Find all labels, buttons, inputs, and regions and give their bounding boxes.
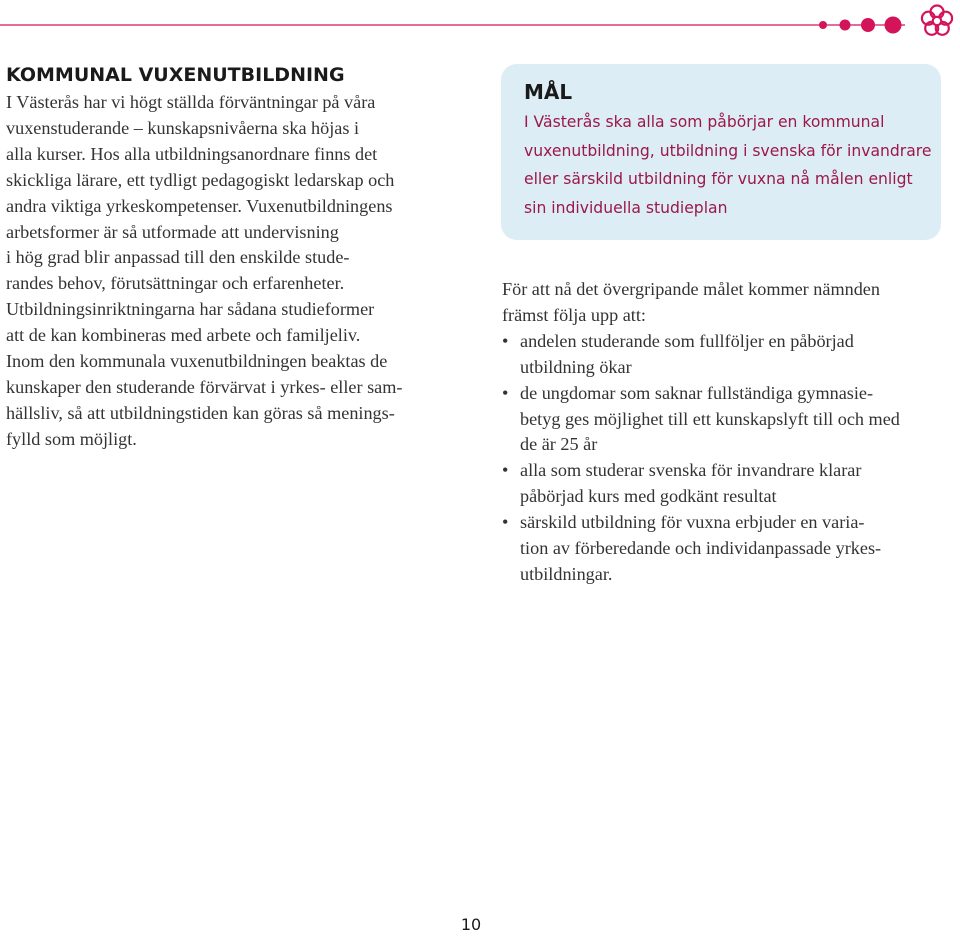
follow-up-list [502,329,942,588]
bullet: • [502,382,509,403]
goal-title: MÅL [524,80,573,104]
list-item-line: tion av förberedande och individanpassade yrkes- [520,538,882,559]
list-item [502,329,942,381]
list-item [502,458,942,510]
list-item-line: andelen studerande som fullföljer en påbörjad [520,330,854,351]
body-line: Utbildningsinriktningarna har sådana studieformer [6,299,375,320]
list-item-line: de är 25 år [520,434,598,455]
bullet: • [502,512,509,533]
body-line: randes behov, förutsättningar och erfarenheter. [6,273,345,294]
top-decoration [0,0,960,44]
body-line: kunskaper den studerande förvärvat i yrkes- eller sam- [6,376,403,397]
body-line: i hög grad blir anpassad till den enskilde stude- [6,247,350,268]
body-line: I Västerås har vi högt ställda förväntningar på våra [6,92,376,112]
follow-up-intro [502,277,942,329]
body-line: hällsliv, så att utbildningstiden kan göras så menings- [6,402,395,423]
decoration-dot-medium-2 [861,18,875,32]
section-body [6,90,446,453]
body-line: att de kan kombineras med arbete och familjeliv. [6,325,361,346]
intro-line: För att nå det övergripande målet kommer nämnden [502,279,880,299]
body-line: skickliga lärare, ett tydligt pedagogiskt ledarskap och [6,169,395,190]
flower-icon [922,6,952,35]
decoration-dot-large [885,17,902,34]
list-item-line: utbildningar. [520,563,613,584]
intro-line: främst följa upp att: [502,304,646,325]
list-item-line: betyg ges möjlighet till ett kunskapslyft till och med [520,408,900,429]
intro-section [6,62,446,453]
page-number: 10 [460,915,482,934]
decoration-dot-medium [840,20,851,31]
list-item [502,510,942,588]
list-item-line: påbörjad kurs med godkänt resultat [520,486,777,507]
body-line: vuxenstuderande – kunskapsnivåerna ska höjas i [6,117,360,138]
list-item-line: alla som studerar svenska för invandrare klarar [520,460,862,481]
list-item-line: de ungdomar som saknar fullständiga gymnasie- [520,382,874,403]
decoration-dot-small [819,21,827,29]
goal-line: sin individuella studieplan [524,198,728,217]
body-line: fylld som möjligt. [6,428,137,449]
body-line: andra viktiga yrkeskompetenser. Vuxenutbildningens [6,195,393,216]
goal-line: eller särskild utbildning för vuxna nå målen enligt [524,170,913,188]
list-item-line: utbildning ökar [520,356,632,377]
list-item-line: särskild utbildning för vuxna erbjuder en varia- [520,512,865,533]
bullet: • [502,460,509,481]
follow-up-section [502,277,942,588]
list-item [502,381,942,459]
body-line: arbetsformer är så utformade att undervisning [6,221,339,242]
body-line: Inom den kommunala vuxenutbildningen beaktas de [6,351,388,372]
goal-line: I Västerås ska alla som påbörjar en kommunal [524,113,885,131]
section-heading: KOMMUNAL VUXENUTBILDNING [6,64,345,86]
goal-line: vuxenutbildning, utbildning i svenska för invandrare [524,141,932,160]
body-line: alla kurser. Hos alla utbildningsanordnare finns det [6,143,378,164]
goal-box [501,64,941,240]
bullet: • [502,330,509,351]
goal-text [524,108,941,222]
